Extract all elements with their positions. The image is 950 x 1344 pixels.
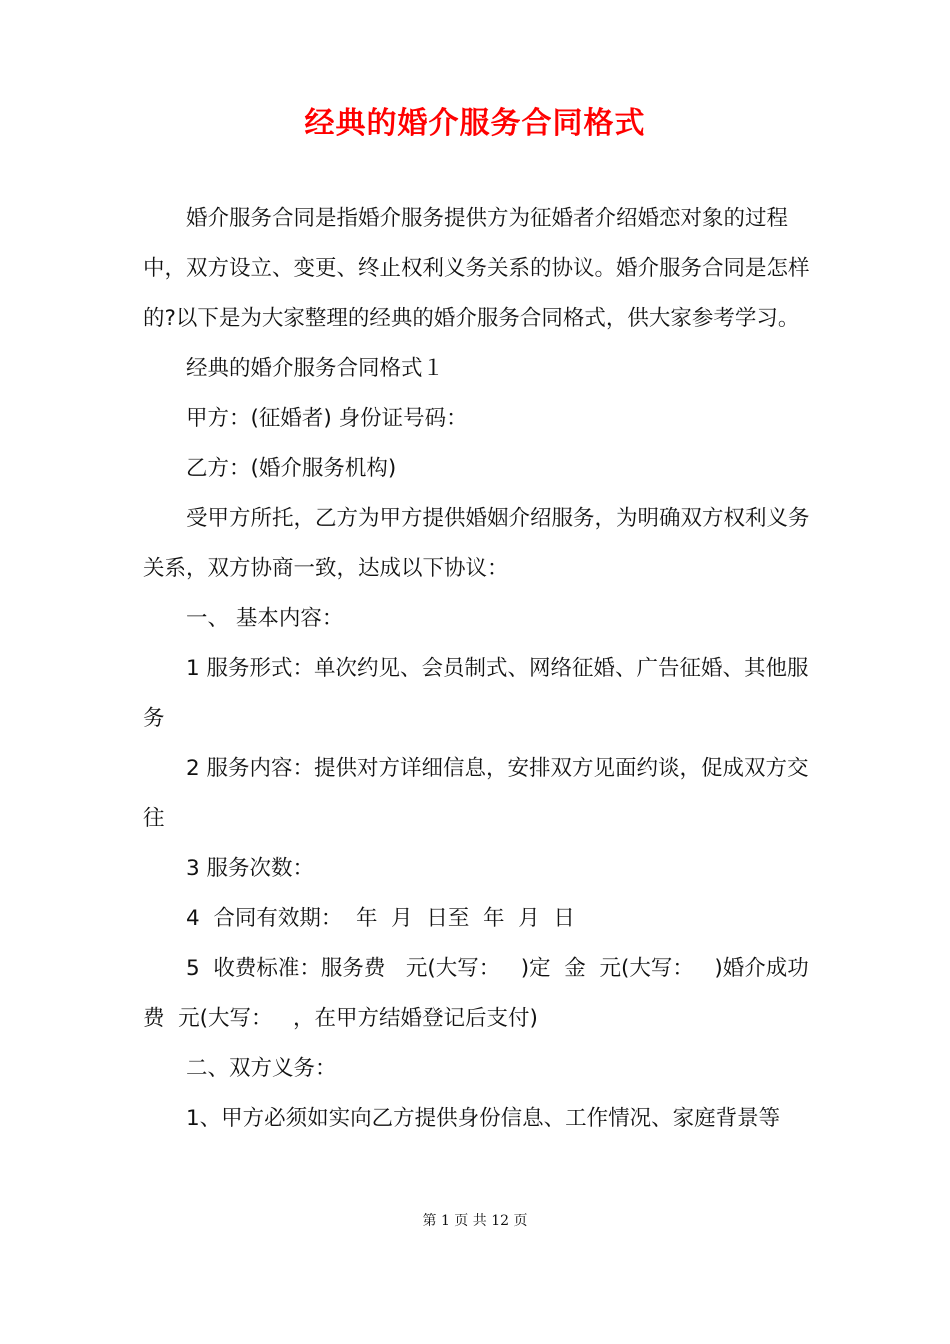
document-body (143, 194, 810, 1144)
clause-item: 4 合同有效期： 年 月 日至 年 月 日 (186, 906, 575, 931)
clause-item: 5 收费标准：服务费 元(大写： )定 金 元(大写： )婚介成功费 元(大写： ，在甲方结婚登记后支付) (143, 956, 809, 1031)
clause-heading-basic: 一、 基本内容： (186, 606, 344, 631)
party-b-line: 乙方：(婚介服务机构) (186, 456, 397, 481)
agreement-paragraph: 受甲方所托，乙方为甲方提供婚姻介绍服务，为明确双方权利义务关系，双方协商一致，达成以下协议： (143, 506, 810, 581)
section-heading: 经典的婚介服务合同格式１ (186, 356, 445, 381)
party-a-line: 甲方：(征婚者) 身份证号码： (186, 406, 468, 431)
clause-item: 2 服务内容：提供对方详细信息，安排双方见面约谈，促成双方交往 (143, 756, 809, 831)
clause-item: 1 服务形式：单次约见、会员制式、网络征婚、广告征婚、其他服务 (143, 656, 809, 731)
document-title: 经典的婚介服务合同格式 (304, 106, 646, 141)
clause-item: 1、甲方必须如实向乙方提供身份信息、工作情况、家庭背景等 (186, 1106, 781, 1131)
page-footer: 第 1 页 共 12 页 (422, 1213, 528, 1229)
clause-item: 3 服务次数： (186, 856, 315, 881)
intro-paragraph: 婚介服务合同是指婚介服务提供方为征婚者介绍婚恋对象的过程中，双方设立、变更、终止权利义务关系的协议。婚介服务合同是怎样的?以下是为大家整理的经典的婚介服务合同格式，供大家参考学习。 (143, 206, 810, 331)
clause-heading-duties: 二、双方义务： (186, 1056, 337, 1081)
